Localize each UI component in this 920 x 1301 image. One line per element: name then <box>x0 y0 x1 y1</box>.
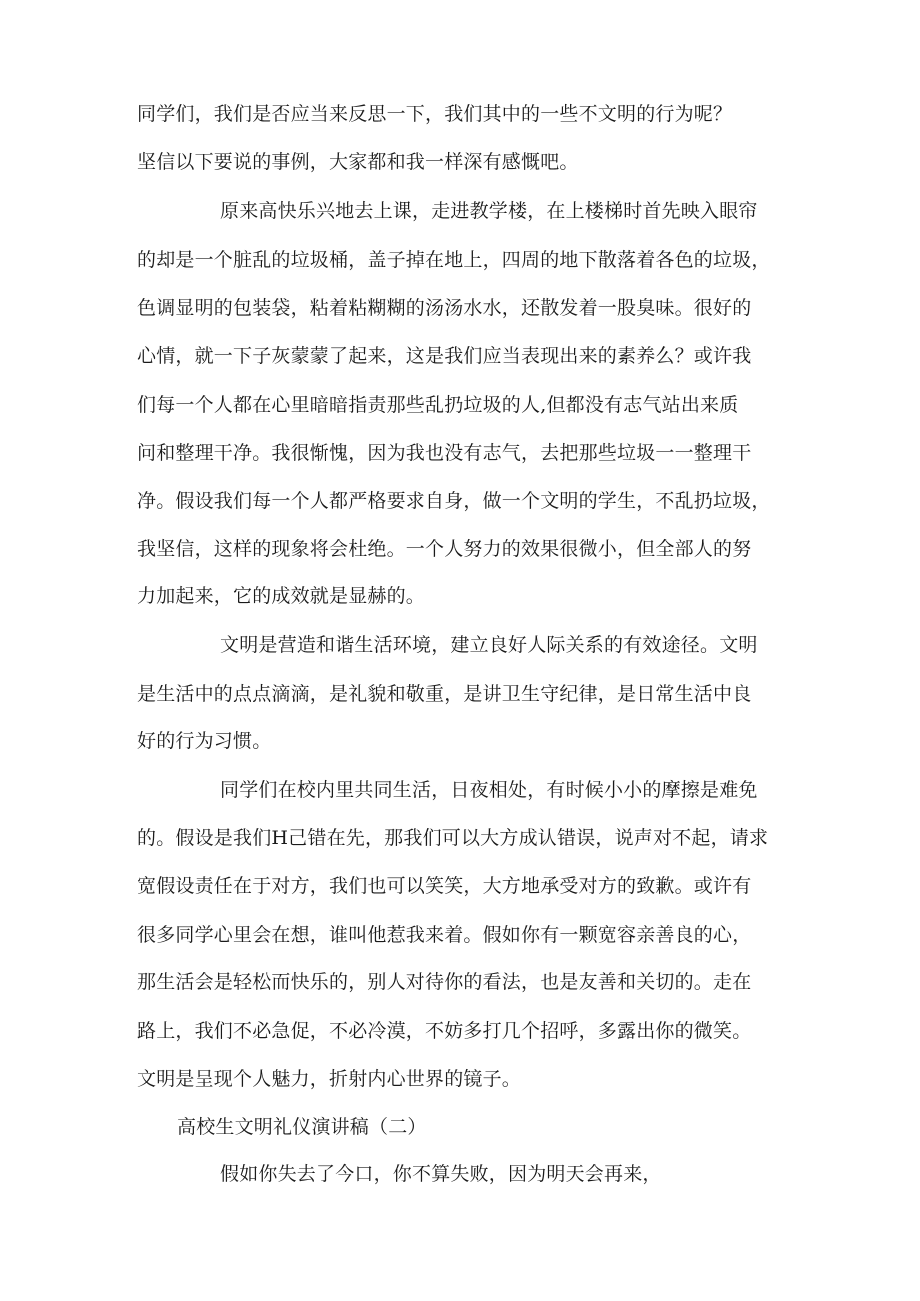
paragraph1-line-4: 心情，就一下子灰蒙蒙了起来，这是我们应当表现出来的素养么？或许我 <box>137 345 752 367</box>
paragraph3-line-5: 那生活会是轻松而快乐的，别人对待你的看法，也是友善和关切的。走在 <box>137 971 752 993</box>
paragraph3-line-3: 宽假设责任在于对方，我们也可以笑笑，大方地承受对方的致歉。或许有 <box>137 875 752 897</box>
paragraph1-line-7: 净。假设我们每一个人都严格要求自身，做一个文明的学生，不乱扔垃圾， <box>137 490 771 512</box>
paragraph3-line-7: 文明是呈现个人魅力，折射内心世界的镜子。 <box>137 1068 522 1090</box>
intro-line-1: 同学们，我们是否应当来反思一下，我们其中的一些不文明的行为呢？ <box>137 103 733 125</box>
paragraph1-line-6: 问和整理干净。我很惭愧，因为我也没有志气，去把那些垃圾一一整理干 <box>137 442 752 464</box>
paragraph4-line-1: 假如你失去了今口，你不算失败，因为明天会再来， <box>220 1163 662 1185</box>
paragraph1-line-1: 原来高快乐兴地去上课，走进教学楼，在上楼梯时首先映入眼帘 <box>220 200 758 222</box>
paragraph1-line-2: 的却是一个脏乱的垃圾桶，盖子掉在地上，四周的地下散落着各色的垃圾， <box>137 249 771 271</box>
paragraph3-line-6: 路上，我们不必急促，不必冷漠，不妨多打几个招呼，多露出你的微笑。 <box>137 1020 752 1042</box>
paragraph3-line-2: 的。假设是我们H己错在先，那我们可以大方成认错误，说声对不起，请求 <box>137 827 769 849</box>
section-title: 高校生文明礼仪演讲稿（二） <box>177 1116 427 1138</box>
paragraph1-line-5: 们每一个人都在心里暗暗指责那些乱扔垃圾的人,但都没有志气站出来质 <box>137 394 739 416</box>
paragraph1-line-8: 我坚信，这样的现象将会杜绝。一个人努力的效果很微小，但全部人的努 <box>137 538 752 560</box>
paragraph2-line-2: 是生活中的点点滴滴，是礼貌和敬重，是讲卫生守纪律，是日常生活中良 <box>137 683 752 705</box>
paragraph3-line-4: 很多同学心里会在想，谁叫他惹我来着。假如你有一颗宽容亲善良的心， <box>137 924 752 946</box>
paragraph2-line-3: 好的行为习惯。 <box>137 730 272 752</box>
intro-line-2: 坚信以下要说的事例，大家都和我一样深有感慨吧。 <box>137 151 579 173</box>
paragraph2-line-1: 文明是营造和谐生活环境，建立良好人际关系的有效途径。文明 <box>220 634 758 656</box>
paragraph3-line-1: 同学们在校内里共同生活，日夜相处，有时候小小的摩擦是难免 <box>220 779 758 801</box>
paragraph1-line-9: 力加起来，它的成效就是显赫的。 <box>137 585 426 607</box>
paragraph1-line-3: 色调显明的包装袋，粘着粘糊糊的汤汤水水，还散发着一股臭味。很好的 <box>137 297 752 319</box>
